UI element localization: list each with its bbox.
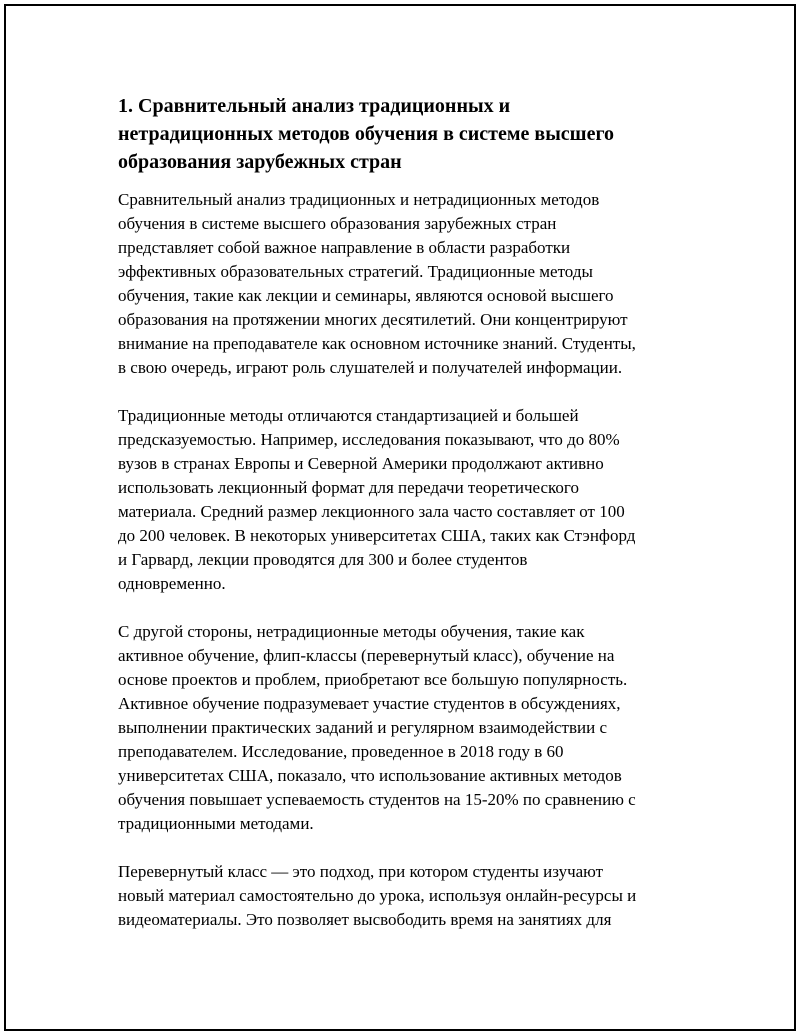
heading-line: образования зарубежных стран: [118, 151, 402, 173]
text-line: в свою очередь, играют роль слушателей и получателей информации.: [118, 358, 623, 377]
paragraph-4: [118, 860, 690, 932]
text-line: обучения, такие как лекции и семинары, являются основой высшего: [118, 286, 614, 305]
text-line: обучения в системе высшего образования зарубежных стран: [118, 214, 557, 233]
text-line: образования на протяжении многих десятилетий. Они концентрируют: [118, 310, 628, 329]
text-line: материала. Средний размер лекционного зала часто составляет от 100: [118, 502, 625, 521]
section-heading: [118, 92, 690, 176]
text-line: вузов в странах Европы и Северной Америки продолжают активно: [118, 454, 604, 473]
text-line: до 200 человек. В некоторых университетах США, таких как Стэнфорд: [118, 526, 636, 545]
text-line: обучения повышает успеваемость студентов на 15-20% по сравнению с: [118, 790, 636, 809]
paragraph-3: [118, 620, 690, 836]
heading-line: 1. Сравнительный анализ традиционных и: [118, 95, 511, 117]
paragraph-1: [118, 188, 690, 380]
text-line: традиционными методами.: [118, 814, 314, 833]
paragraph-2: [118, 404, 690, 596]
text-line: Сравнительный анализ традиционных и нетрадиционных методов: [118, 190, 600, 209]
text-line: предсказуемостью. Например, исследования показывают, что до 80%: [118, 430, 620, 449]
text-line: С другой стороны, нетрадиционные методы обучения, такие как: [118, 622, 585, 641]
text-line: представляет собой важное направление в области разработки: [118, 238, 571, 257]
text-line: основе проектов и проблем, приобретают все большую популярность.: [118, 670, 628, 689]
text-line: Традиционные методы отличаются стандартизацией и большей: [118, 406, 579, 425]
document-body: [118, 92, 690, 956]
text-line: выполнении практических заданий и регулярном взаимодействии с: [118, 718, 608, 737]
text-line: активное обучение, флип-классы (перевернутый класс), обучение на: [118, 646, 615, 665]
text-line: эффективных образовательных стратегий. Традиционные методы: [118, 262, 593, 281]
text-line: одновременно.: [118, 574, 226, 593]
text-line: внимание на преподавателе как основном источнике знаний. Студенты,: [118, 334, 636, 353]
text-line: видеоматериалы. Это позволяет высвободить время на занятиях для: [118, 910, 612, 929]
text-line: и Гарвард, лекции проводятся для 300 и более студентов: [118, 550, 528, 569]
text-line: использовать лекционный формат для передачи теоретического: [118, 478, 579, 497]
text-line: новый материал самостоятельно до урока, используя онлайн-ресурсы и: [118, 886, 637, 905]
heading-line: нетрадиционных методов обучения в системе высшего: [118, 123, 615, 145]
text-line: университетах США, показало, что использование активных методов: [118, 766, 622, 785]
text-line: Перевернутый класс — это подход, при котором студенты изучают: [118, 862, 604, 881]
text-line: преподавателем. Исследование, проведенное в 2018 году в 60: [118, 742, 564, 761]
text-line: Активное обучение подразумевает участие студентов в обсуждениях,: [118, 694, 621, 713]
